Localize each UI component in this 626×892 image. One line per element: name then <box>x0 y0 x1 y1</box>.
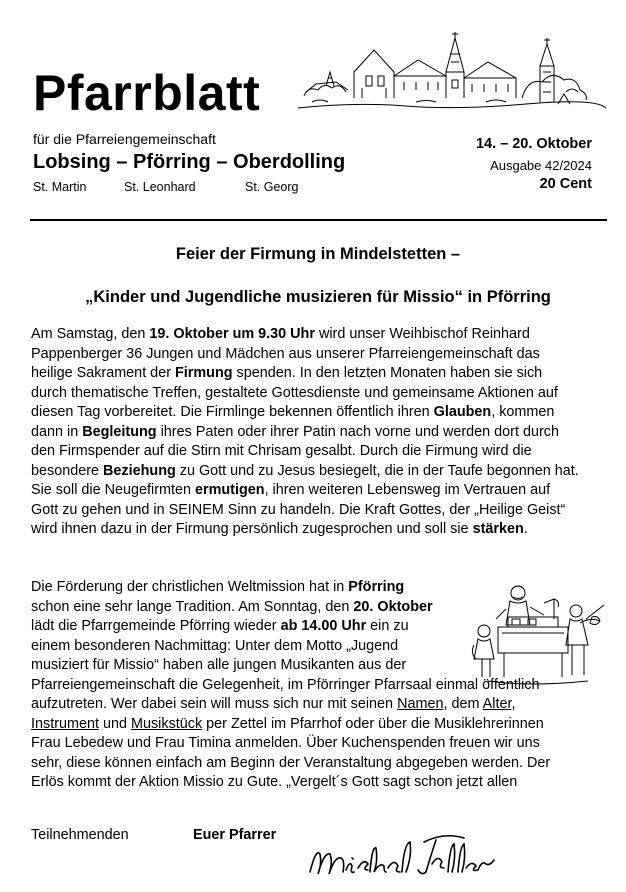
price: 20 Cent <box>539 176 592 192</box>
text-run: einem besonderen Nachmittag: Unter dem Motto „Jugend <box>31 637 399 654</box>
masthead-subtitle: für die Pfarreiengemeinschaft <box>33 131 216 147</box>
text-line <box>31 501 579 521</box>
text-run: heilige Sakrament der <box>31 365 175 381</box>
text-run: wird unser Weihbischof Reinhard <box>314 326 530 342</box>
text-run: lädt die Pfarrgemeinde Pförring wieder <box>31 618 281 634</box>
text-line <box>31 384 579 404</box>
saint-martin: St. Martin <box>33 180 87 194</box>
masthead-title: Pfarrblatt <box>33 65 261 121</box>
bold-text: ab 14.00 Uhr <box>280 618 367 634</box>
bold-text: stärken <box>472 521 524 537</box>
text-line <box>31 754 550 774</box>
text-line <box>31 325 579 345</box>
text-run: spenden. In den letzten Monaten haben sie sich <box>232 365 543 381</box>
text-run: durch thematische Treffen, gestaltete Gottesdienste und gemeinsame Aktionen auf <box>31 384 558 401</box>
text-run: schon eine sehr lange Tradition. Am Sonntag, den <box>31 598 354 615</box>
issue-number: Ausgabe 42/2024 <box>490 158 592 173</box>
text-line <box>31 481 579 501</box>
text-run: , dem <box>443 696 483 712</box>
headline-1: Feier der Firmung in Mindelstetten – <box>175 245 461 263</box>
text-run: Frau Lebedew und Frau Timina anmelden. Über Kuchenspenden freuen wir uns <box>31 735 540 751</box>
text-run: , ihren weiteren Lebensweg im Vertrauen auf <box>264 482 551 498</box>
text-run: . <box>523 521 528 537</box>
bold-text: 20. Oktober <box>353 598 433 615</box>
text-run: diesen Tag vorbereitet. Die Firmlinge bekennen öffentlich ihren <box>31 404 434 420</box>
text-run: , kommen <box>491 404 555 420</box>
text-run: dann in <box>31 423 83 440</box>
text-run: Gott zu gehen und in SEINEM Sinn zu handeln. Die Kraft Gottes, der „Heilige Geist“ <box>31 501 566 518</box>
text-line <box>31 734 550 754</box>
text-run: Pappenberger 36 Jungen und Mädchen aus unserer Pfarreiengemeinschaft das <box>31 345 540 362</box>
text-line <box>31 403 579 423</box>
text-line <box>31 715 550 735</box>
text-line <box>31 442 579 462</box>
text-run: , <box>511 696 516 712</box>
text-line <box>31 423 579 443</box>
handwritten-signature <box>306 828 496 884</box>
underlined-text: Alter <box>482 696 512 712</box>
text-run: per Zettel im Pfarrhof oder über die Musiklehrerinnen <box>202 715 544 732</box>
closing-signoff: Euer Pfarrer <box>193 827 277 843</box>
text-run: besondere <box>31 462 104 479</box>
text-line <box>31 520 579 540</box>
text-line <box>31 462 579 482</box>
text-run: Die Förderung der christlichen Weltmission hat in <box>31 579 349 595</box>
bold-text: Pförring <box>348 579 405 595</box>
text-run: musiziert für Missio“ haben alle jungen Musikanten aus der <box>31 657 407 673</box>
text-line <box>31 345 579 365</box>
bold-text: ermutigen <box>194 482 265 498</box>
text-run: ihres Paten oder ihrer Patin nach vorne und werden dort durch <box>156 423 559 440</box>
paragraph-firmung <box>31 325 579 540</box>
text-line <box>31 695 550 715</box>
saint-leonhard: St. Leonhard <box>124 180 196 194</box>
bold-text: Firmung <box>174 365 233 381</box>
text-run: Pfarreiengemeinschaft die Gelegenheit, im Pförringer Pfarrsaal einmal öffentlich <box>31 676 540 693</box>
bold-text: Glauben <box>433 404 492 420</box>
headline-2: „Kinder und Jugendliche musizieren für Missio“ in Pförring <box>85 288 551 306</box>
text-run: wird ihnen dazu in der Firmung persönlich zugesprochen und soll sie <box>31 521 473 537</box>
text-run: aufzutreten. Wer dabei sein will muss sich nur mit seinen <box>31 696 398 712</box>
saint-georg: St. Georg <box>245 180 299 194</box>
text-run: ein zu <box>366 618 409 634</box>
church-sketch-icon <box>296 32 608 112</box>
text-run: Erlös kommt der Aktion Missio zu Gute. „Vergelt´s Gott sagt schon jetzt allen <box>31 774 518 790</box>
text-run: sehr, diese können einfach am Beginn der Veranstaltung abgegeben werden. Der <box>31 754 551 771</box>
bold-text: 19. Oktober um 9.30 Uhr <box>149 326 315 342</box>
underlined-text: Namen <box>397 696 444 712</box>
text-run: den Firmspender auf die Stirn mit Chrisam gesalbt. Durch die Firmung wird die <box>31 443 532 459</box>
bold-text: Beziehung <box>103 462 176 479</box>
underlined-text: Musikstück <box>131 715 203 732</box>
bold-text: Begleitung <box>82 423 157 440</box>
text-run: und <box>98 715 131 732</box>
underlined-text: Instrument <box>31 715 99 732</box>
closing-text: Teilnehmenden <box>31 827 129 843</box>
parish-names: Lobsing – Pförring – Oberdolling <box>33 151 346 173</box>
text-run: Am Samstag, den <box>31 326 150 342</box>
date-range: 14. – 20. Oktober <box>475 136 592 152</box>
header-divider <box>30 219 607 221</box>
musicians-sketch-icon <box>468 583 610 691</box>
text-line <box>31 773 550 793</box>
text-run: zu Gott und zu Jesus besiegelt, die in der Taufe begonnen hat. <box>175 462 579 479</box>
text-run: Sie soll die Neugefirmten <box>31 482 195 498</box>
text-line <box>31 364 579 384</box>
